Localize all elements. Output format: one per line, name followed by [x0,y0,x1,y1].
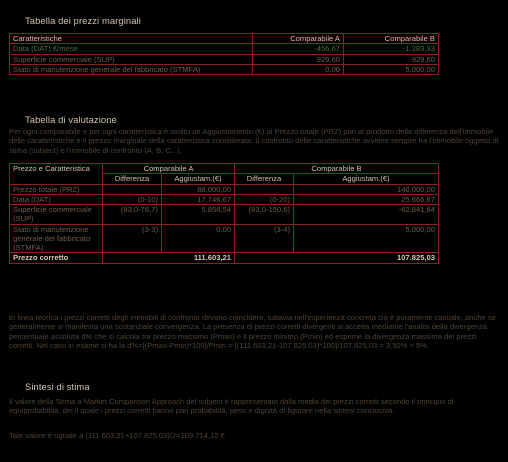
header-comparable-b: Comparabile B [344,34,439,44]
total-b: 107.825,03 [235,253,439,263]
synthesis-result: Tale valore è uguale a (111.603,21+107.825,03)/2=109.714,12 € [9,431,225,440]
table-row [10,194,439,204]
row-label: Data (DAT) €/mese [10,44,253,54]
section-title-marginal-prices: Tabella dei prezzi marginali [25,15,141,26]
value-b: -1.283,33 [344,44,439,54]
adjust-a: 17.746,67 [162,194,235,204]
table-row [10,224,439,253]
section-title-valuation: Tabella di valutazione [25,114,117,125]
total-a: 111.603,21 [103,253,235,263]
row-label: Stato di manutenzione generale del fabbricato (STMFA) [10,224,103,253]
table-row [10,54,439,64]
subheader-adjustment-b: Aggiustam.(€) [294,174,439,184]
valuation-intro-text: Per ogni comparabile e per ogni caratteristica è svolto un Aggiustamento (€) al Prezzo totale (PRZ) pari al prodotto della differenza dell'immobile delle caratteristiche e il prezzo marginale della caratteristica considerata. Il confronto delle caratteristiche avviene sempre fra l'immobile oggetto di stima (subject) e l'immobile di confronto (A, B, C...). [9,127,499,155]
total-row [10,253,439,263]
marginal-prices-table [9,33,439,75]
diff-b [235,184,294,194]
value-a: -456,67 [253,44,344,54]
valuation-table [9,163,439,264]
subheader-difference-a: Differenza [103,174,162,184]
adjust-a: 0,00 [162,224,235,253]
diff-b: (3-4) [235,224,294,253]
header-comparable-b: Comparabile B [235,164,439,174]
row-label: Superficie commerciale (SUP) [10,54,253,64]
subheader-adjustment-a: Aggiustam.(€) [162,174,235,184]
diff-a: (0-10) [103,194,162,204]
diff-a [103,184,162,194]
adjust-b: 140.000,00 [294,184,439,194]
table-row [10,205,439,225]
header-comparable-a: Comparabile A [253,34,344,44]
table-row [10,44,439,54]
table-row [10,64,439,74]
row-label: Prezzo totale (PRZ) [10,184,103,194]
table-header-row [10,164,439,174]
adjust-b: 5.000,00 [294,224,439,253]
header-characteristics: Caratteristiche [10,34,253,44]
adjust-b: 25.666,67 [294,194,439,204]
subheader-difference-b: Differenza [235,174,294,184]
adjust-a: 88.000,00 [162,184,235,194]
value-b: 929,60 [344,54,439,64]
row-label: Stato di manutenzione generale del fabbricato (STMFA) [10,64,253,74]
adjust-b: -62.841,64 [294,205,439,225]
table-row [10,184,439,194]
header-comparable-a: Comparabile A [103,164,235,174]
divergence-analysis-text: In linea teorica i prezzi corretti degli immobili di confronto devono coincidere, tuttavia nell'esperienza concreta ciò è puramente casuale, anche se generalmente si manifesta una sostanziale convergenza. La presenza di prezzi corretti divergenti si accetta mediante l'analisi della divergenza percentuale assoluta d% che si calcola tra prezzo massimo (Pmax) e il prezzo minimo (Pmin) ed esprime la divergenza massima dei prezzi corretti. Nel caso in esame si ha la d%=[(Pmax-Pmin)*100]/Pmin = [(111.603,21-107.825,03)*100]/107.825,03 = 3,50% < 5%. [9,313,496,350]
value-a: 929,60 [253,54,344,64]
value-b: 5.000,00 [344,64,439,74]
table-header-row [10,34,439,44]
diff-a: (83,0-76,7) [103,205,162,225]
diff-b: (83,0-150,6) [235,205,294,225]
section-title-estimate-synthesis: Sintesi di stima [25,381,90,392]
row-label: Data (DAT) [10,194,103,204]
header-price-characteristic: Prezzo e Caratteristica [10,164,103,185]
total-label: Prezzo corretto [10,253,103,263]
synthesis-text: Il valore della Stima a Market Comparison Approach del subject è rappresentato dalla media dei prezzi corretti secondo il principio di equiprobabilità, dei il quale i prezzi corretti hanno pari probabilità, peso e dignità di figurare nella sintesi conclusiva. [9,397,454,416]
diff-b: (0-20) [235,194,294,204]
diff-a: (3-3) [103,224,162,253]
row-label: Superficie commerciale (SUP) [10,205,103,225]
adjust-a: 5.856,54 [162,205,235,225]
value-a: 0,00 [253,64,344,74]
